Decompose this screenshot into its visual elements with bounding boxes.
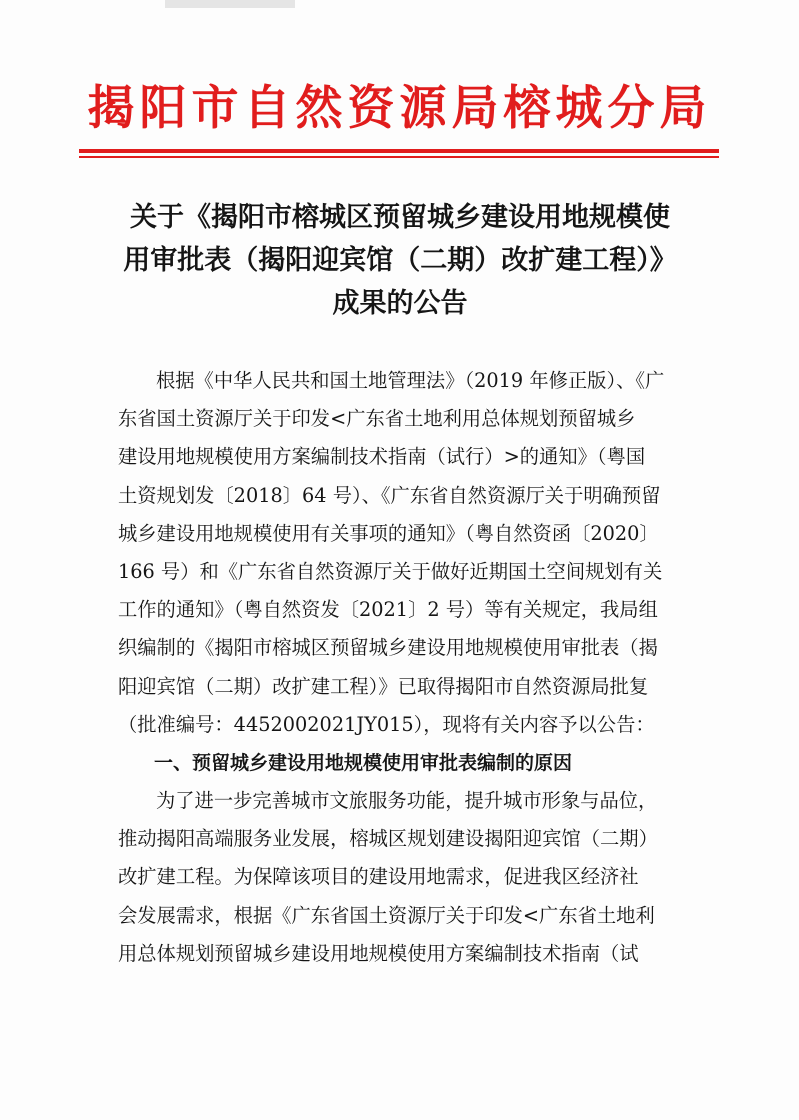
letterhead-agency-name: 揭阳市自然资源局榕城分局 xyxy=(87,81,712,136)
notice-title-line: 用审批表（揭阳迎宾馆（二期）改扩建工程）》 xyxy=(123,245,677,276)
body-line: 用总体规划预留城乡建设用地规模使用方案编制技术指南（试 xyxy=(118,941,639,965)
body-line: 工作的通知》（粤自然资发〔2021〕2 号）等有关规定，我局组 xyxy=(118,598,658,622)
body-line: 城乡建设用地规模使用有关事项的通知》（粤自然资函〔2020〕 xyxy=(118,521,659,545)
notice-title-line: 关于《揭阳市榕城区预留城乡建设用地规模使 xyxy=(130,202,670,233)
body-line: 会发展需求，根据《广东省国土资源厅关于印发<广东省土地利 xyxy=(118,903,655,927)
body-line: 166 号）和《广东省自然资源厅关于做好近期国土空间规划有关 xyxy=(118,559,663,583)
notice-title-line: 成果的公告 xyxy=(332,288,468,319)
body-line: 土资规划发〔2018〕64 号）、《广东省自然资源厅关于明确预留 xyxy=(118,483,661,507)
notice-title xyxy=(100,196,700,325)
notice-body xyxy=(118,362,698,973)
letterhead-rule-thin xyxy=(79,156,719,158)
body-line: 根据《中华人民共和国土地管理法》（2019 年修正版）、《广 xyxy=(156,369,665,392)
body-line: 为了进一步完善城市文旅服务功能，提升城市形象与品位， xyxy=(156,789,658,813)
section-heading: 一、预留城乡建设用地规模使用审批表编制的原因 xyxy=(154,751,573,774)
body-line: 推动揭阳高端服务业发展，榕城区规划建设揭阳迎宾馆（二期） xyxy=(118,827,658,851)
body-line: 东省国土资源厅关于印发<广东省土地利用总体规划预留城乡 xyxy=(118,407,636,431)
body-line: 织编制的《揭阳市榕城区预留城乡建设用地规模使用审批表（揭 xyxy=(118,636,658,660)
body-line: 改扩建工程。为保障该项目的建设用地需求，促进我区经济社 xyxy=(118,865,639,889)
body-line: 阳迎宾馆（二期）改扩建工程）》已取得揭阳市自然资源局批复 xyxy=(118,674,649,698)
body-line: 建设用地规模使用方案编制技术指南（试行）>的通知》（粤国 xyxy=(118,445,646,469)
body-line: （批准编号：4452002021JY015），现将有关内容予以公告： xyxy=(118,712,655,736)
scan-artifact xyxy=(165,0,295,8)
letterhead-rule-thick xyxy=(79,149,719,153)
